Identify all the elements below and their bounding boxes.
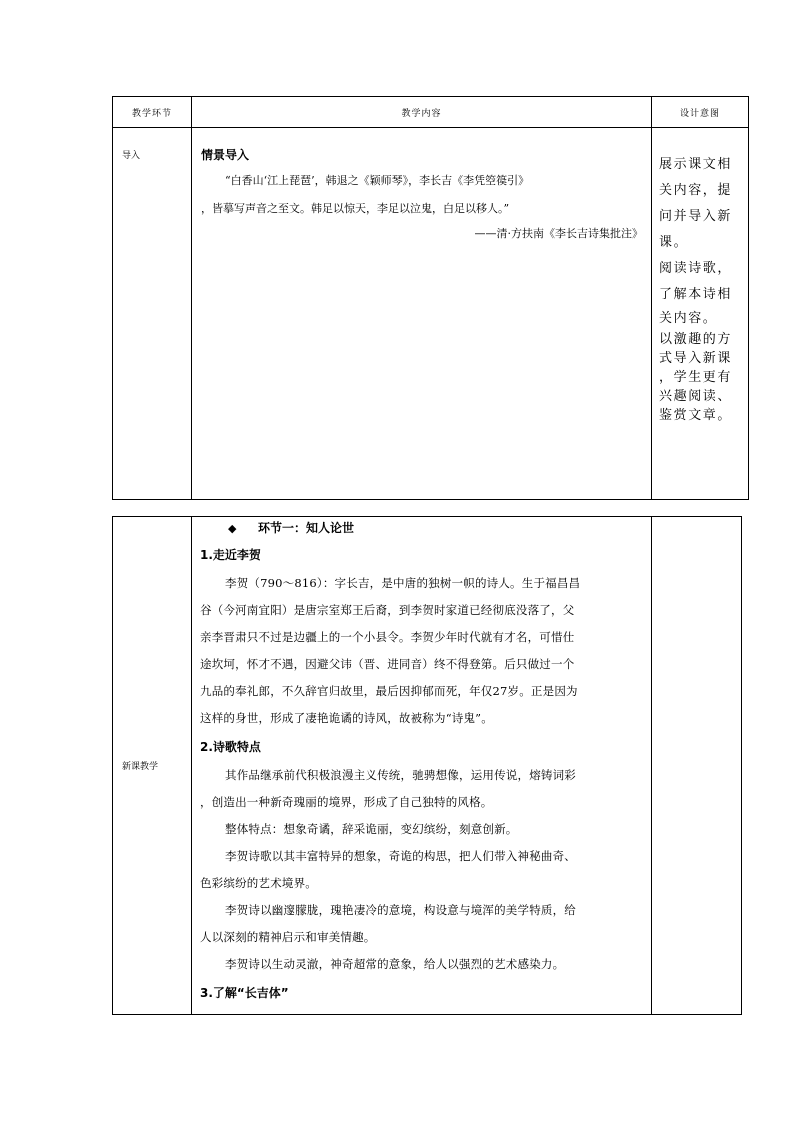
header-row [113, 97, 749, 128]
paragraph-line: 整体特点：想象奇谲，辞采诡丽，变幻缤纷，刻意创新。 [225, 822, 518, 836]
stage-intro: 导入 [113, 128, 192, 500]
intro-content [192, 128, 652, 500]
intro-row [113, 128, 749, 500]
paragraph-line: 九品的奉礼郎，不久辞官归故里，最后因抑郁而死，年仅27岁。正是因为 [200, 684, 578, 698]
quote-source: ——清·方扶南《李长吉诗集批注》 [474, 227, 643, 240]
intent-line: 鉴赏文章。 [659, 408, 733, 423]
paragraph-line: 谷（今河南宜阳）是唐宗室郑王后裔，到李贺时家道已经彻底没落了，父 [200, 603, 575, 617]
section-title-intro: 情景导入 [201, 148, 250, 162]
paragraph-line: 李贺（790～816）：字长吉，是中唐的独树一帜的诗人。生于福昌昌 [225, 576, 581, 590]
paragraph-line: 人以深刻的精神启示和审美情趣。 [200, 930, 376, 944]
intent-line: ，学生更有 [659, 370, 733, 385]
paragraph-line: 途坎坷，怀才不遇，因避父讳（晋、进同音）终不得登第。后只做过一个 [200, 657, 575, 671]
section-title-3: 3.了解“长吉体” [200, 986, 289, 1000]
intro-intent [652, 128, 749, 500]
intent-line: 了解本诗相 [659, 287, 733, 302]
intent-line: 以激趣的方 [659, 332, 733, 347]
intent-line: 展示课文相 [659, 157, 733, 172]
quote-line-2: ，皆摹写声音之至文。韩足以惊天，李足以泣鬼，白足以移人。” [201, 202, 510, 215]
section-title-2: 2.诗歌特点 [200, 740, 261, 754]
paragraph-line: ，创造出一种新奇瑰丽的境界，形成了自己独特的风格。 [200, 795, 493, 809]
bullet-heading [200, 517, 651, 540]
stage-new-lesson: 新课教学 [113, 517, 192, 1015]
intent-line: 关内容。 [659, 311, 718, 326]
intent-line: 课。 [659, 235, 689, 250]
intent-line: 问并导入新 [659, 209, 733, 224]
intent-line: 关内容，提 [659, 183, 733, 198]
diamond-bullet-icon: ◆ [228, 522, 237, 535]
bullet-heading-text: 环节一：知人论世 [258, 521, 355, 535]
new-lesson-intent [652, 517, 742, 1015]
intent-line: 兴趣阅读、 [659, 389, 733, 404]
quote-line-1: “白香山‘江上琵琶’，韩退之《颖师琴》，李长吉《李凭箜篌引》 [225, 174, 530, 187]
new-lesson-content [192, 517, 652, 1015]
lesson-table-new-lesson [112, 516, 742, 1015]
paragraph-line: 其作品继承前代积极浪漫主义传统，驰骋想像，运用传说，熔铸词彩 [225, 768, 576, 782]
header-content: 教学内容 [192, 97, 652, 128]
lesson-table-intro [112, 96, 749, 500]
new-lesson-row [113, 517, 742, 1015]
paragraph-line: 色彩缤纷的艺术境界。 [200, 876, 317, 890]
paragraph-line: 李贺诗以生动灵澈，神奇超常的意象，给人以强烈的艺术感染力。 [225, 957, 565, 971]
paragraph-line: 这样的身世，形成了凄艳诡谲的诗风，故被称为“诗鬼”。 [200, 711, 493, 725]
paragraph-line: 亲李晋肃只不过是边疆上的一个小县令。李贺少年时代就有才名，可惜仕 [200, 630, 575, 644]
intent-line: 阅读诗歌， [659, 261, 733, 276]
intent-line: 式导入新课 [659, 351, 733, 366]
section-title-1: 1.走近李贺 [200, 548, 261, 562]
header-intent: 设计意图 [652, 97, 749, 128]
paragraph-line: 李贺诗歌以其丰富特异的想象，奇诡的构思，把人们带入神秘曲奇、 [225, 849, 576, 863]
header-stage: 教学环节 [113, 97, 192, 128]
paragraph-line: 李贺诗以幽邃朦胧，瑰艳凄冷的意境，构设意与境浑的美学特质，给 [225, 903, 576, 917]
